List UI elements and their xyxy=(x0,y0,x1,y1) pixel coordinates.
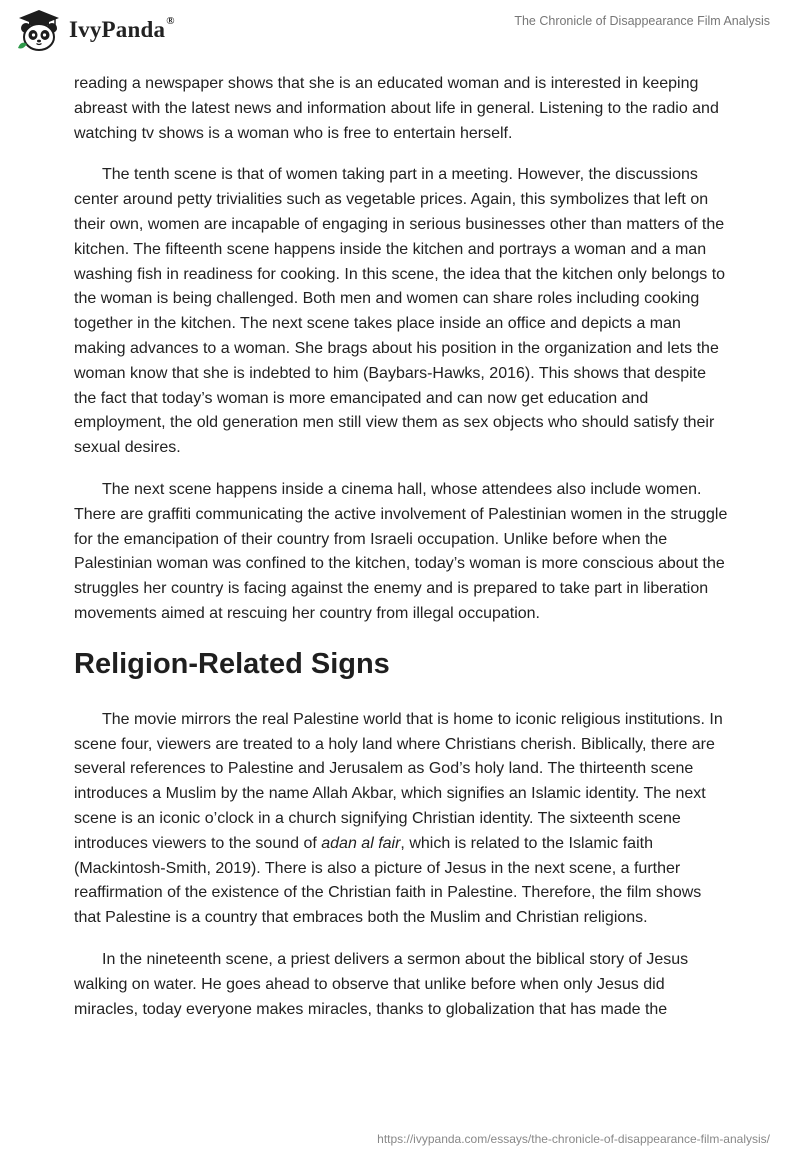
religion-text-part-1: The movie mirrors the real Palestine world that is home to iconic religious institutions. In scene four, viewers are treated to a holy land where Christians cherish. Biblically, there are several references to Palestine and Jerusalem as God’s holy land. The thirteenth scene introduces a Muslim by the name Allah Akbar, which signifies an Islamic identity. The next scene is an iconic o’clock in a church signifying Christian identity. The sixteenth scene introduces viewers to the sound of xyxy=(74,710,723,852)
panda-graduate-icon xyxy=(15,8,63,52)
registered-mark: ® xyxy=(166,15,175,27)
paragraph-cinema-scene: The next scene happens inside a cinema hall, whose attendees also include women. There are graffiti communicating the active involvement of Palestinian women in the struggle for the emancipation of their country from Israeli occupation. Unlike before when the Palestinian woman was confined to the kitchen, today’s woman is more conscious about the struggles her country is facing against the enemy and is prepared to take part in liberation movements aimed at rescuing her country from illegal occupation. xyxy=(74,480,728,622)
religion-text-part-2: , which is related to the Islamic faith (Mackintosh-Smith, 2019). There is also a picture of Jesus in the next scene, a further reaffirmation of the existence of the Christian faith in Palestine. Therefore, the film shows that Palestine is a country that embraces both the Muslim and Christian religions. xyxy=(74,834,702,927)
paragraph-religion-intro xyxy=(74,708,730,931)
ivypanda-logo[interactable] xyxy=(15,8,175,52)
page-header xyxy=(0,0,800,60)
paragraph-continuation: reading a newspaper shows that she is an educated woman and is interested in keeping abreast with the latest news and information about life in general. Listening to the radio and watching tv shows is a woman who is free to entertain herself. xyxy=(74,75,719,142)
religion-text-italic-term: adan al fair xyxy=(321,834,401,852)
source-url[interactable]: https://ivypanda.com/essays/the-chronicle-of-disappearance-film-analysis/ xyxy=(377,1132,770,1146)
brand-name-text: IvyPanda xyxy=(69,17,166,42)
document-title: The Chronicle of Disappearance Film Analysis xyxy=(514,14,770,28)
brand-name xyxy=(69,17,175,43)
section-heading-religion: Religion-Related Signs xyxy=(74,647,390,680)
paragraph-nineteenth-scene: In the nineteenth scene, a priest delivers a sermon about the biblical story of Jesus walking on water. He goes ahead to observe that unlike before when only Jesus did miracles, today everyone makes miracles, thanks to globalization that has made the xyxy=(74,950,689,1018)
essay-content xyxy=(74,72,730,1039)
paragraph-tenth-scene: The tenth scene is that of women taking part in a meeting. However, the discussions center around petty trivialities such as vegetable prices. Again, this symbolizes that left on their own, women are incapable of engaging in serious businesses other than matters of the kitchen. The fifteenth scene happens inside the kitchen and portrays a woman and a man washing fish in readiness for cooking. In this scene, the idea that the kitchen only belongs to the woman is being challenged. Both men and women can share roles including cooking together in the kitchen. The next scene takes place inside an office and depicts a man making advances to a woman. She brags about his position in the organization and lets the woman know that she is indebted to him (Baybars-Hawks, 2016). This shows that despite the fact that today’s woman is more emancipated and can now get education and employment, the old generation men still view them as sex objects who should satisfy their sexual desires. xyxy=(74,166,726,457)
